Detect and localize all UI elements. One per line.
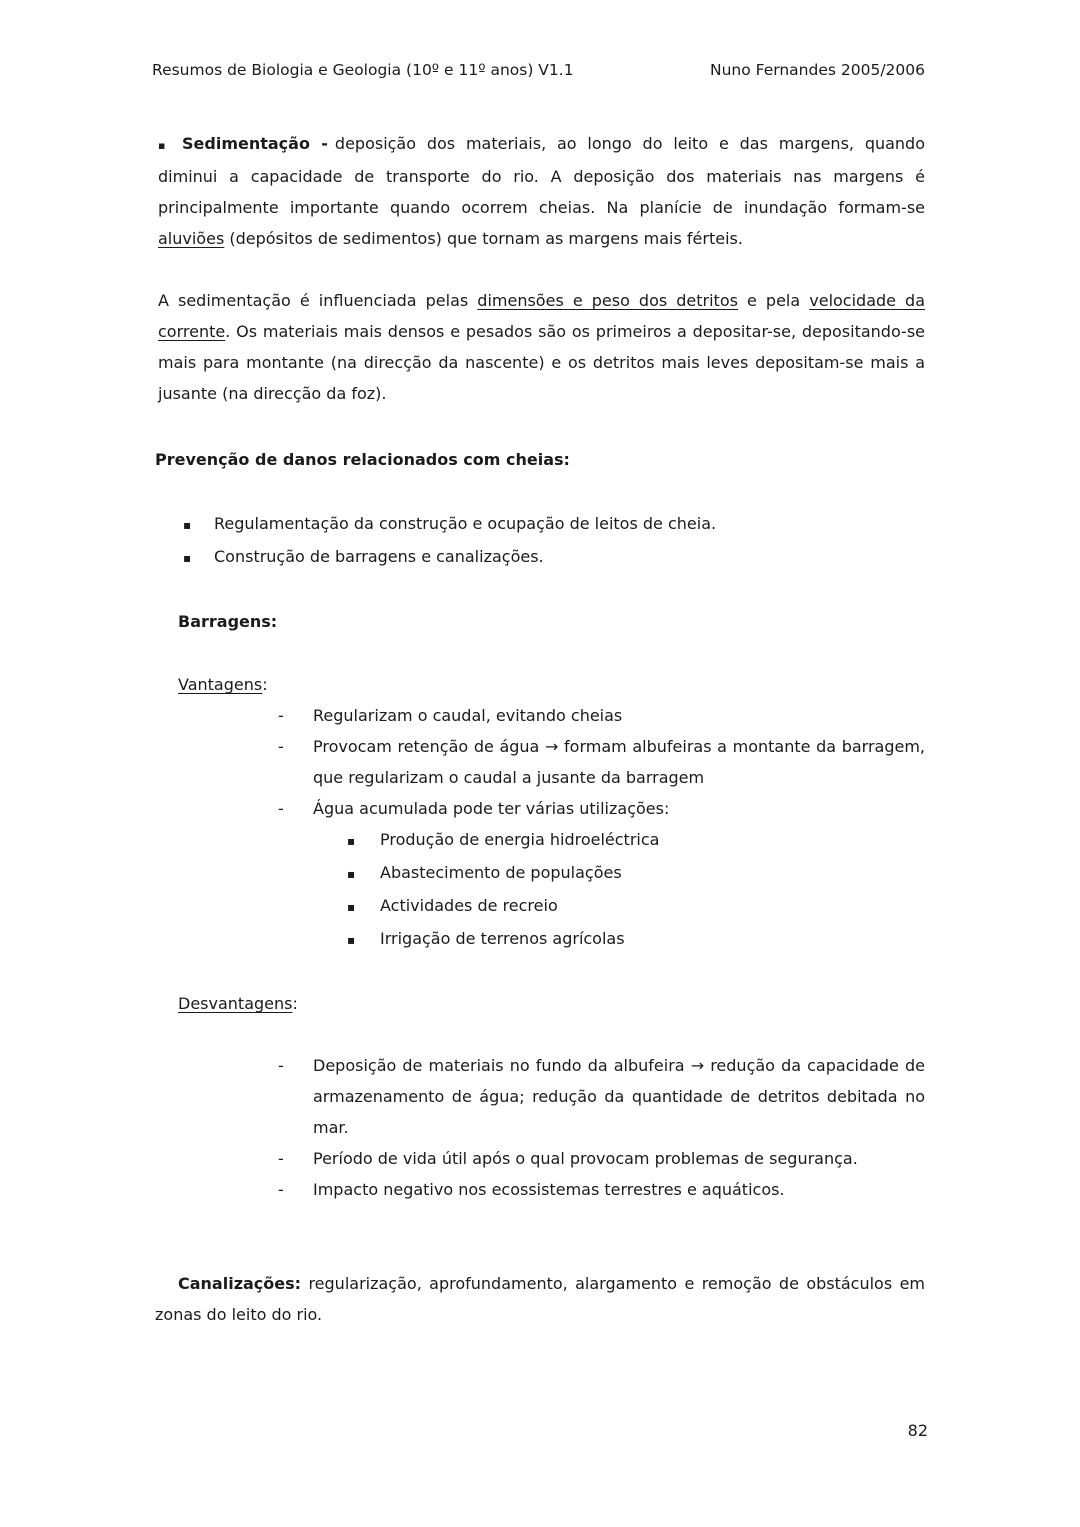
dams-heading: Barragens: <box>178 612 278 631</box>
channels-term: Canalizações: <box>178 1274 302 1293</box>
page-number: 82 <box>907 1421 928 1440</box>
factors-part3: . Os materiais mais densos e pesados são os primeiros a depositar-se, depositando-se mais para montante (na direcção da nascente) e os detritos mais leves depositam-se mais a jusante (na direcção da foz). <box>158 322 925 403</box>
list-item <box>155 700 925 731</box>
page-content <box>0 128 1080 1330</box>
page-header <box>0 0 1080 80</box>
square-bullet-icon: ▪ <box>347 900 356 914</box>
list-item-text: Regulamentação da construção e ocupação de leitos de cheia. <box>214 514 717 533</box>
underlined-aluvioes: aluviões <box>158 229 225 248</box>
list-item-text: Abastecimento de populações <box>380 863 622 882</box>
list-item <box>155 1143 925 1174</box>
list-item <box>155 824 925 857</box>
advantages-heading <box>178 669 925 700</box>
square-bullet-icon: ▪ <box>347 867 356 881</box>
underlined-dimensoes-peso: dimensões e peso dos detritos <box>477 291 738 310</box>
list-item-text: Impacto negativo nos ecossistemas terrestres e aquáticos. <box>313 1180 785 1199</box>
prevention-heading: Prevenção de danos relacionados com cheias: <box>155 450 570 469</box>
disadvantages-colon: : <box>292 994 298 1013</box>
square-bullet-icon: ▪ <box>183 551 192 565</box>
square-bullet-icon: ▪ <box>347 933 356 947</box>
sediment-factors-paragraph <box>155 285 925 409</box>
list-item-text: Irrigação de terrenos agrícolas <box>380 929 625 948</box>
list-item-text: Deposição de materiais no fundo da albufeira → redução da capacidade de armazenamento de água; redução da quantidade de detritos debitada no mar. <box>313 1056 925 1137</box>
list-item <box>155 1050 925 1143</box>
sedimentation-tail: (depósitos de sedimentos) que tornam as margens mais férteis. <box>224 229 743 248</box>
square-bullet-icon: ▪ <box>158 139 166 152</box>
list-item-text: Provocam retenção de água → formam albufeiras a montante da barragem, que regularizam o caudal a jusante da barragem <box>313 737 925 787</box>
dash-bullet-icon: - <box>278 737 284 756</box>
dash-bullet-icon: - <box>278 1056 284 1075</box>
dash-bullet-icon: - <box>278 1180 284 1199</box>
list-item-text: Regularizam o caudal, evitando cheias <box>313 706 623 725</box>
factors-part1: A sedimentação é influenciada pelas <box>158 291 478 310</box>
prevention-list <box>155 508 925 574</box>
dash-bullet-icon: - <box>278 799 284 818</box>
sedimentation-term: Sedimentação - <box>182 134 328 153</box>
list-item-text: Período de vida útil após o qual provocam problemas de segurança. <box>313 1149 858 1168</box>
list-item <box>155 857 925 890</box>
list-item-text: Água acumulada pode ter várias utilizações: <box>313 799 670 818</box>
list-item <box>155 890 925 923</box>
disadvantages-heading <box>178 988 925 1019</box>
advantages-label: Vantagens <box>178 675 263 694</box>
advantages-colon: : <box>262 675 268 694</box>
list-item-text: Construção de barragens e canalizações. <box>214 547 544 566</box>
list-item <box>155 508 925 541</box>
square-bullet-icon: ▪ <box>347 834 356 848</box>
header-author: Nuno Fernandes 2005/2006 <box>710 61 925 79</box>
list-item-text: Produção de energia hidroeléctrica <box>380 830 660 849</box>
list-item <box>155 793 925 824</box>
list-item <box>155 541 925 574</box>
list-item <box>155 731 925 793</box>
channels-paragraph <box>155 1268 925 1330</box>
underlined-velocidade-corrente: velocidade da corrente <box>158 291 926 341</box>
dash-bullet-icon: - <box>278 1149 284 1168</box>
header-title: Resumos de Biologia e Geologia (10º e 11º anos) V1.1 <box>152 61 574 79</box>
list-item-text: Actividades de recreio <box>380 896 558 915</box>
channels-body: regularização, aprofundamento, alargamento e remoção de obstáculos em zonas do leito do rio. <box>155 1274 925 1324</box>
factors-part2: e pela <box>737 291 810 310</box>
dash-bullet-icon: - <box>278 706 284 725</box>
list-item <box>155 1174 925 1205</box>
sedimentation-body: deposição dos materiais, ao longo do leito e das margens, quando diminui a capacidade de transporte do rio. A deposição dos materiais nas margens é principalmente importante quando ocorrem cheias. Na planície de inundação formam-se <box>158 134 926 217</box>
list-item <box>155 923 925 956</box>
sedimentation-paragraph <box>155 128 925 254</box>
square-bullet-icon: ▪ <box>183 518 192 532</box>
disadvantages-label: Desvantagens <box>178 994 293 1013</box>
